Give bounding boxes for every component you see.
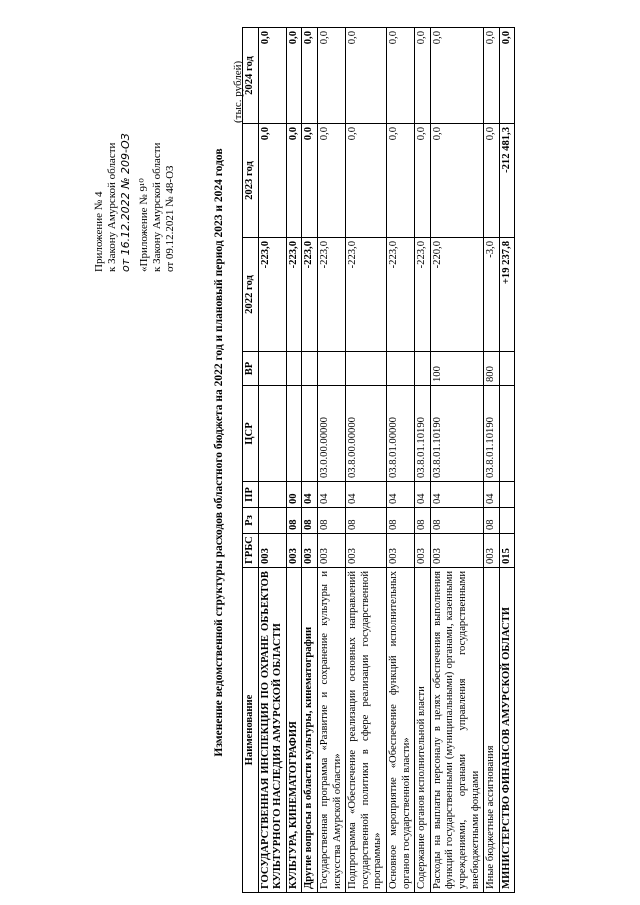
col-header-rz: Рз <box>243 508 259 534</box>
col-header-pr: ПР <box>243 482 259 508</box>
row-csr-cell <box>499 386 515 482</box>
table-row <box>386 28 414 893</box>
row-2022-cell: +19 237,8 <box>499 238 515 352</box>
col-header-2023: 2023 год <box>243 124 259 238</box>
row-name-cell: Расходы на выплаты персоналу в целях обеспечения выполнения функций государственными (муниципальными) органами, казенными учреждениями, органами управления государственными внебюджетными фондами <box>430 568 483 893</box>
col-header-2022: 2022 год <box>243 238 259 352</box>
row-2022-cell: -223,0 <box>386 238 414 352</box>
row-csr-cell <box>286 386 302 482</box>
row-pr-cell <box>258 482 286 508</box>
row-2023-cell: 0,0 <box>386 124 414 238</box>
row-2023-cell: 0,0 <box>415 124 431 238</box>
row-2023-cell: 0,0 <box>258 124 286 238</box>
table-row <box>346 28 387 893</box>
appendix-line-4: «Приложение № 9¹⁰ <box>138 178 150 272</box>
table-row <box>258 28 286 893</box>
row-pr-cell: 00 <box>286 482 302 508</box>
table-row <box>415 28 431 893</box>
row-grbs-cell: 003 <box>286 534 302 568</box>
row-2023-cell: 0,0 <box>484 124 500 238</box>
document-title: Изменение ведомственной структуры расходов областного бюджета на 2022 год и плановый период 2023 и 2024 годов <box>213 148 225 757</box>
row-2023-cell: 0,0 <box>317 124 345 238</box>
table-row <box>317 28 345 893</box>
row-name-cell: Содержание органов исполнительной власти <box>415 568 431 893</box>
row-2023-cell: -212 481,3 <box>499 124 515 238</box>
row-2023-cell: 0,0 <box>302 124 318 238</box>
row-csr-cell <box>258 386 286 482</box>
row-rz-cell: 08 <box>302 508 318 534</box>
row-2024-cell: 0,0 <box>286 28 302 124</box>
row-csr-cell <box>302 386 318 482</box>
row-name-cell: Государственная программа «Развитие и сохранение культуры и искусства Амурской области» <box>317 568 345 893</box>
row-2024-cell: 0,0 <box>317 28 345 124</box>
col-header-vr: ВР <box>243 352 259 386</box>
row-rz-cell: 08 <box>430 508 483 534</box>
row-2022-cell: -223,0 <box>317 238 345 352</box>
row-2023-cell: 0,0 <box>346 124 387 238</box>
col-header-2024: 2024 год <box>243 28 259 124</box>
row-vr-cell: 800 <box>484 352 500 386</box>
table-row <box>430 28 483 893</box>
appendix-date-handwritten: от 16.12.2022 № 209-ОЗ <box>119 133 132 272</box>
row-grbs-cell: 003 <box>484 534 500 568</box>
row-pr-cell: 04 <box>317 482 345 508</box>
row-rz-cell: 08 <box>317 508 345 534</box>
appendix-line-2: к Закону Амурской области <box>106 142 118 272</box>
row-vr-cell <box>346 352 387 386</box>
expenditure-table <box>242 27 515 893</box>
row-2024-cell: 0,0 <box>346 28 387 124</box>
row-name-cell: Подпрограмма «Обеспечение реализации основных направлений государственной политики в сфере реализации государственной программы» <box>346 568 387 893</box>
row-pr-cell: 04 <box>346 482 387 508</box>
units-label: (тыс. рублей) <box>232 60 244 123</box>
row-vr-cell: 100 <box>430 352 483 386</box>
row-2022-cell: -223,0 <box>286 238 302 352</box>
row-csr-cell: 03.8.01.00000 <box>386 386 414 482</box>
row-vr-cell <box>499 352 515 386</box>
row-2022-cell: -220,0 <box>430 238 483 352</box>
row-vr-cell <box>415 352 431 386</box>
row-rz-cell <box>499 508 515 534</box>
row-rz-cell: 08 <box>484 508 500 534</box>
appendix-line-5: к Закону Амурской области <box>151 142 163 272</box>
row-grbs-cell: 003 <box>386 534 414 568</box>
row-2023-cell: 0,0 <box>430 124 483 238</box>
col-header-name: Наименование <box>243 568 259 893</box>
appendix-header <box>93 133 177 272</box>
row-grbs-cell: 003 <box>302 534 318 568</box>
row-pr-cell: 04 <box>484 482 500 508</box>
row-vr-cell <box>386 352 414 386</box>
row-rz-cell: 08 <box>415 508 431 534</box>
row-csr-cell: 03.0.00.00000 <box>317 386 345 482</box>
row-grbs-cell: 003 <box>258 534 286 568</box>
row-grbs-cell: 003 <box>317 534 345 568</box>
row-name-cell: Иные бюджетные ассигнования <box>484 568 500 893</box>
table-row <box>484 28 500 893</box>
row-grbs-cell: 003 <box>430 534 483 568</box>
row-csr-cell: 03.8.00.00000 <box>346 386 387 482</box>
row-2022-cell: -223,0 <box>415 238 431 352</box>
col-header-csr: ЦСР <box>243 386 259 482</box>
row-grbs-cell: 015 <box>499 534 515 568</box>
row-name-cell: КУЛЬТУРА, КИНЕМАТОГРАФИЯ <box>286 568 302 893</box>
row-grbs-cell: 003 <box>346 534 387 568</box>
row-vr-cell <box>302 352 318 386</box>
row-csr-cell: 03.8.01.10190 <box>430 386 483 482</box>
row-2024-cell: 0,0 <box>415 28 431 124</box>
row-name-cell: ГОСУДАРСТВЕННАЯ ИНСПЕКЦИЯ ПО ОХРАНЕ ОБЪЕКТОВ КУЛЬТУРНОГО НАСЛЕДИЯ АМУРСКОЙ ОБЛАСТИ <box>258 568 286 893</box>
row-pr-cell: 04 <box>430 482 483 508</box>
row-2024-cell: 0,0 <box>258 28 286 124</box>
row-2022-cell: -3,0 <box>484 238 500 352</box>
row-pr-cell: 04 <box>302 482 318 508</box>
row-2022-cell: -223,0 <box>302 238 318 352</box>
appendix-line-6: от 09.12.2021 № 48-ОЗ <box>164 165 176 272</box>
row-rz-cell: 08 <box>346 508 387 534</box>
table-row <box>499 28 515 893</box>
row-rz-cell: 08 <box>386 508 414 534</box>
row-2024-cell: 0,0 <box>484 28 500 124</box>
row-2024-cell: 0,0 <box>302 28 318 124</box>
row-pr-cell: 04 <box>386 482 414 508</box>
table-row <box>302 28 318 893</box>
row-vr-cell <box>317 352 345 386</box>
row-rz-cell <box>258 508 286 534</box>
row-grbs-cell: 003 <box>415 534 431 568</box>
row-rz-cell: 08 <box>286 508 302 534</box>
row-pr-cell <box>499 482 515 508</box>
appendix-line-1: Приложение № 4 <box>93 191 105 272</box>
row-vr-cell <box>258 352 286 386</box>
row-vr-cell <box>286 352 302 386</box>
row-2022-cell: -223,0 <box>346 238 387 352</box>
row-csr-cell: 03.8.01.10190 <box>415 386 431 482</box>
row-name-cell: Основное мероприятие «Обеспечение функций исполнительных органов государственной власти» <box>386 568 414 893</box>
row-2024-cell: 0,0 <box>430 28 483 124</box>
table-row <box>286 28 302 893</box>
row-2024-cell: 0,0 <box>386 28 414 124</box>
col-header-grbs: ГРБС <box>243 534 259 568</box>
row-2023-cell: 0,0 <box>286 124 302 238</box>
row-2022-cell: -223,0 <box>258 238 286 352</box>
row-name-cell: МИНИСТЕРСТВО ФИНАНСОВ АМУРСКОЙ ОБЛАСТИ <box>499 568 515 893</box>
table-header-row <box>243 28 259 893</box>
row-name-cell: Другие вопросы в области культуры, кинематографии <box>302 568 318 893</box>
row-pr-cell: 04 <box>415 482 431 508</box>
row-csr-cell: 03.8.01.10190 <box>484 386 500 482</box>
row-2024-cell: 0,0 <box>499 28 515 124</box>
